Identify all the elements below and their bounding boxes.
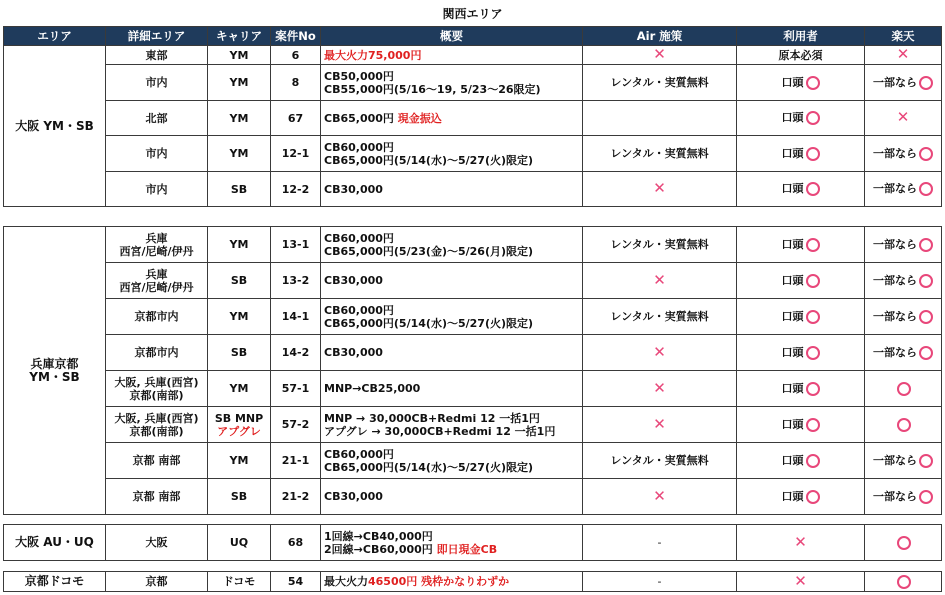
rakuten-cell (865, 101, 942, 136)
overview-line: CB60,000円 (324, 231, 394, 245)
cross-icon: ✕ (653, 486, 666, 505)
rakuten-cell (865, 172, 942, 207)
page-title: 関西エリア (442, 7, 503, 21)
overview-line: MNP → 30,000CB+Redmi 12 一括1円 (324, 411, 540, 425)
rakuten-cell (865, 371, 942, 407)
air-cell (583, 46, 737, 65)
cell-text: 口頭 (781, 453, 804, 467)
overview-line: CB65,000円(5/14(水)〜5/27(火)限定) (324, 316, 534, 330)
carrier-line: YM (229, 454, 249, 467)
case-no-cell: 67 (271, 101, 321, 136)
detail-cell: 大阪 (106, 525, 208, 561)
red-note: 即日現金CB (436, 542, 498, 556)
circle-icon (806, 346, 820, 360)
rakuten-cell (865, 443, 942, 479)
overview-line: CB30,000 (324, 182, 383, 196)
col-header-air: Air 施策 (583, 27, 737, 46)
carrier-cell: YM (208, 136, 271, 172)
overview-line: CB65,000円(5/14(水)〜5/27(火)限定) (324, 153, 534, 167)
table-row (4, 525, 942, 561)
carrier-cell (208, 371, 271, 407)
overview-line: 1回線→CB40,000円 (324, 529, 433, 543)
rakuten-cell (865, 46, 942, 65)
detail-cell: 東部 (106, 46, 208, 65)
carrier-cell (208, 263, 271, 299)
user-cell (737, 46, 865, 65)
carrier-cell: YM (208, 65, 271, 101)
cell-text: 一部なら (873, 489, 917, 503)
user-cell (737, 335, 865, 371)
circle-icon (806, 147, 820, 161)
table-row (4, 172, 942, 207)
overview-line: CB30,000 (324, 346, 383, 359)
air-cell: レンタル・実質無料 (583, 443, 737, 479)
air-cell: レンタル・実質無料 (583, 65, 737, 101)
detail-line: 大阪, 兵庫(西宮) (114, 375, 199, 389)
air-cell (583, 263, 737, 299)
detail-cell (106, 227, 208, 263)
cell-text: 一部なら (873, 75, 917, 89)
circle-icon (806, 76, 820, 90)
case-no-cell: 14-2 (271, 335, 321, 371)
detail-line: 京都市内 (134, 346, 179, 359)
table-row (4, 227, 942, 263)
cell-text: 口頭 (781, 309, 804, 323)
cell-text: 一部なら (873, 345, 917, 359)
cross-icon: ✕ (653, 342, 666, 361)
cell-text: 一部なら (873, 309, 917, 323)
cell-text: 口頭 (781, 111, 804, 124)
cross-icon: ✕ (653, 270, 666, 289)
rakuten-cell (865, 65, 942, 101)
table-row (4, 299, 942, 335)
cell-text: 口頭 (781, 146, 804, 160)
case-no-cell: 14-1 (271, 299, 321, 335)
table-row (4, 263, 942, 299)
circle-icon (919, 182, 933, 196)
circle-icon (806, 274, 820, 288)
user-cell (737, 136, 865, 172)
rakuten-cell (865, 263, 942, 299)
detail-cell: 北部 (106, 101, 208, 136)
table-row (4, 335, 942, 371)
case-no-cell: 8 (271, 65, 321, 101)
user-cell (737, 572, 865, 592)
rakuten-cell (865, 572, 942, 592)
cell-text: 一部なら (873, 237, 917, 251)
overview-cell (321, 101, 583, 136)
circle-icon (806, 454, 820, 468)
hyogo-table (3, 226, 942, 515)
detail-line: 西宮/尼崎/伊丹 (119, 280, 194, 294)
area-cell: 大阪 YM・SB (4, 46, 106, 207)
cross-icon: ✕ (794, 571, 807, 590)
osaka-table (3, 26, 942, 207)
detail-cell (106, 443, 208, 479)
overview-line: 2回線→CB60,000円 即日現金CB (324, 542, 498, 556)
cell-text: 原本必須 (778, 48, 823, 62)
docomo-table (3, 571, 942, 592)
circle-icon (806, 182, 820, 196)
overview-line: CB65,000円(5/14(水)〜5/27(火)限定) (324, 460, 534, 474)
header-row (4, 27, 942, 46)
cell-text: 口頭 (781, 345, 804, 359)
user-cell (737, 172, 865, 207)
case-no-cell: 21-2 (271, 479, 321, 515)
circle-icon (806, 490, 820, 504)
user-cell (737, 479, 865, 515)
carrier-line: アプグレ (217, 424, 261, 438)
air-cell: - (583, 572, 737, 592)
table-row (4, 407, 942, 443)
overview-cell (321, 46, 583, 65)
cross-icon: ✕ (653, 414, 666, 433)
overview-line: MNP→CB25,000 (324, 382, 421, 395)
detail-cell: 市内 (106, 172, 208, 207)
col-header-user: 利用者 (737, 27, 865, 46)
detail-line: 京都市内 (134, 310, 179, 323)
rakuten-cell (865, 227, 942, 263)
table-row (4, 136, 942, 172)
user-cell (737, 101, 865, 136)
cross-icon: ✕ (653, 378, 666, 397)
circle-icon (806, 382, 820, 396)
carrier-line: YM (229, 310, 249, 323)
au-table (3, 524, 942, 561)
table-row (4, 443, 942, 479)
circle-icon (897, 575, 911, 589)
table-row (4, 46, 942, 65)
overview-line: CB30,000 (324, 490, 383, 503)
overview-cell: 最大火力46500円 残枠かなりわずか (321, 572, 583, 592)
overview-cell (321, 407, 583, 443)
detail-line: 兵庫 (145, 231, 168, 245)
case-no-cell: 13-2 (271, 263, 321, 299)
overview-cell (321, 299, 583, 335)
detail-line: 京都(南部) (129, 388, 184, 402)
case-no-cell: 54 (271, 572, 321, 592)
detail-cell: 市内 (106, 136, 208, 172)
detail-cell (106, 263, 208, 299)
carrier-line: SB MNP (214, 411, 264, 425)
carrier-line: SB (230, 274, 248, 287)
rakuten-cell (865, 335, 942, 371)
air-cell (583, 335, 737, 371)
cell-text: 口頭 (781, 237, 804, 251)
air-cell (583, 371, 737, 407)
overview-line: CB60,000円 (324, 303, 394, 317)
case-no-cell: 21-1 (271, 443, 321, 479)
overview-cell (321, 263, 583, 299)
cell-text: 一部なら (873, 453, 917, 467)
overview-cell (321, 172, 583, 207)
overview-line: CB65,000円(5/23(金)〜5/26(月)限定) (324, 244, 534, 258)
detail-line: 京都 南部 (132, 454, 181, 467)
detail-line: 京都(南部) (129, 424, 184, 438)
overview-line: CB65,000円 現金振込 (324, 111, 442, 125)
detail-line: 京都 南部 (132, 490, 181, 503)
overview-cell (321, 371, 583, 407)
area-line: YM・SB (29, 369, 80, 384)
case-no-cell: 6 (271, 46, 321, 65)
cell-text: 口頭 (781, 75, 804, 89)
circle-icon (897, 536, 911, 550)
col-header-overview: 概要 (321, 27, 583, 46)
col-header-rakuten: 楽天 (865, 27, 942, 46)
carrier-cell: YM (208, 46, 271, 65)
user-cell (737, 227, 865, 263)
overview-line: CB60,000円 (324, 140, 394, 154)
cell-text: 口頭 (781, 273, 804, 287)
cross-icon: ✕ (653, 45, 666, 63)
user-cell (737, 525, 865, 561)
red-note: 現金振込 (397, 111, 442, 125)
carrier-cell: YM (208, 101, 271, 136)
overview-line: CB60,000円 (324, 447, 394, 461)
cell-text: 口頭 (781, 182, 804, 195)
circle-icon (806, 238, 820, 252)
rakuten-cell (865, 525, 942, 561)
table-row (4, 572, 942, 592)
cell-text: 口頭 (781, 381, 804, 395)
detail-cell: 市内 (106, 65, 208, 101)
rakuten-cell (865, 299, 942, 335)
area-cell: 大阪 AU・UQ (4, 525, 106, 561)
circle-icon (919, 76, 933, 90)
carrier-cell (208, 299, 271, 335)
user-cell (737, 371, 865, 407)
air-cell (583, 407, 737, 443)
circle-icon (919, 274, 933, 288)
rakuten-cell (865, 136, 942, 172)
circle-icon (919, 310, 933, 324)
cell-text: 口頭 (781, 489, 804, 503)
overview-cell (321, 525, 583, 561)
overview-line: アプグレ → 30,000CB+Redmi 12 一括1円 (324, 424, 556, 438)
col-header-detail: 詳細エリア (106, 27, 208, 46)
carrier-line: SB (230, 346, 248, 359)
detail-cell (106, 299, 208, 335)
circle-icon (919, 238, 933, 252)
area-line: 兵庫京都 (30, 356, 79, 371)
col-header-area: エリア (4, 27, 106, 46)
cell-text: 一部なら (873, 182, 917, 195)
user-cell (737, 299, 865, 335)
circle-icon (806, 418, 820, 432)
col-header-carrier: キャリア (208, 27, 271, 46)
table-row (4, 65, 942, 101)
carrier-cell: ドコモ (208, 572, 271, 592)
carrier-cell (208, 479, 271, 515)
air-cell: レンタル・実質無料 (583, 299, 737, 335)
area-cell (4, 227, 106, 515)
overview-cell (321, 335, 583, 371)
detail-cell (106, 479, 208, 515)
circle-icon (806, 111, 820, 125)
carrier-line: YM (229, 382, 249, 395)
circle-icon (897, 382, 911, 396)
air-cell: レンタル・実質無料 (583, 136, 737, 172)
air-cell (583, 479, 737, 515)
overview-cell (321, 443, 583, 479)
col-header-no: 案件No (271, 27, 321, 46)
overview-cell (321, 136, 583, 172)
case-no-cell: 12-1 (271, 136, 321, 172)
table-row (4, 371, 942, 407)
detail-cell (106, 335, 208, 371)
case-no-cell: 57-2 (271, 407, 321, 443)
case-no-cell: 12-2 (271, 172, 321, 207)
table-row (4, 101, 942, 136)
overview-line: CB30,000 (324, 274, 383, 287)
red-note: 46500円 残枠かなりわずか (368, 575, 510, 588)
carrier-line: SB (230, 490, 248, 503)
detail-cell (106, 371, 208, 407)
table-row (4, 479, 942, 515)
cross-icon: ✕ (794, 532, 807, 551)
overview-cell (321, 479, 583, 515)
circle-icon (919, 346, 933, 360)
user-cell (737, 407, 865, 443)
detail-cell: 京都 (106, 572, 208, 592)
carrier-cell (208, 227, 271, 263)
circle-icon (919, 147, 933, 161)
carrier-cell: UQ (208, 525, 271, 561)
case-no-cell: 13-1 (271, 227, 321, 263)
user-cell (737, 263, 865, 299)
user-cell (737, 443, 865, 479)
overview-line: 最大火力75,000円 (324, 48, 422, 62)
carrier-cell (208, 443, 271, 479)
case-no-cell: 68 (271, 525, 321, 561)
cell-text: 口頭 (781, 417, 804, 431)
detail-line: 大阪, 兵庫(西宮) (114, 411, 199, 425)
air-cell: - (583, 525, 737, 561)
case-no-cell: 57-1 (271, 371, 321, 407)
circle-icon (919, 454, 933, 468)
circle-icon (806, 310, 820, 324)
user-cell (737, 65, 865, 101)
detail-line: 兵庫 (145, 267, 168, 281)
circle-icon (897, 418, 911, 432)
detail-cell (106, 407, 208, 443)
carrier-cell (208, 335, 271, 371)
cell-text: 一部なら (873, 273, 917, 287)
carrier-cell: SB (208, 172, 271, 207)
overview-line: CB50,000円 (324, 69, 394, 83)
circle-icon (919, 490, 933, 504)
cross-icon: ✕ (653, 179, 666, 197)
cross-icon: ✕ (896, 108, 910, 126)
carrier-line: YM (229, 238, 249, 251)
overview-cell (321, 65, 583, 101)
air-cell (583, 172, 737, 207)
cross-icon: ✕ (896, 45, 910, 63)
overview-cell (321, 227, 583, 263)
air-cell: レンタル・実質無料 (583, 227, 737, 263)
carrier-cell (208, 407, 271, 443)
rakuten-cell (865, 479, 942, 515)
overview-line: CB55,000円(5/16〜19, 5/23〜26限定) (324, 82, 541, 96)
cell-text: 一部なら (873, 146, 917, 160)
rakuten-cell (865, 407, 942, 443)
air-cell (583, 101, 737, 136)
detail-line: 西宮/尼崎/伊丹 (119, 244, 194, 258)
area-cell: 京都ドコモ (4, 572, 106, 592)
